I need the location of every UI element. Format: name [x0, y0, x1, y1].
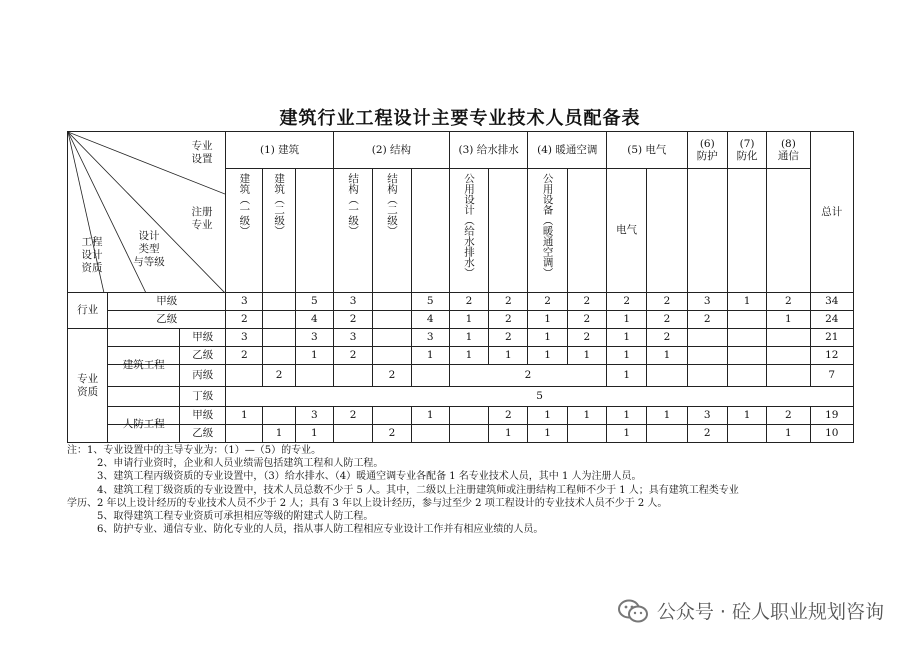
group-architecture: (1) 建筑: [226, 132, 334, 169]
value-cell: [263, 293, 295, 311]
footnotes: [67, 444, 857, 536]
value-cell: 2: [226, 311, 263, 329]
value-cell: 3: [295, 329, 333, 347]
value-cell: 2: [528, 293, 567, 311]
value-cell: 2: [647, 329, 687, 347]
value-cell: 1: [226, 407, 263, 425]
value-cell: 1: [727, 293, 766, 311]
value-cell: 3: [333, 293, 372, 311]
civil-defense-sub: 甲级 人防工程: [108, 407, 226, 425]
value-cell: 1: [647, 407, 687, 425]
note-line: 注：1、专业设置中的主导专业为：（1）—（5）的专业。: [67, 445, 322, 456]
value-cell: 1: [295, 425, 333, 443]
group-communication: (8) 通信: [767, 132, 810, 169]
value-cell: [333, 365, 372, 387]
value-cell: 1: [449, 311, 488, 329]
value-cell: 1: [263, 425, 295, 443]
watermark-text: 公众号 · 砼人职业规划咨询: [656, 601, 884, 623]
corner-label-registration: 注册 专业: [191, 206, 213, 232]
value-cell: 1: [767, 425, 810, 443]
value-cell: 2: [489, 329, 528, 347]
reg-empty: [567, 169, 606, 293]
value-cell: [449, 425, 488, 443]
value-cell: 2: [226, 347, 263, 365]
group-water: (3) 给水排水: [449, 132, 528, 169]
value-cell: 1: [567, 347, 606, 365]
grade-label: 乙级: [108, 311, 226, 329]
building-sub: 甲级: [108, 329, 226, 347]
value-cell: [727, 329, 766, 347]
value-cell: [333, 425, 372, 443]
value-cell: 1: [607, 425, 647, 443]
group-chemical: (7) 防化: [727, 132, 766, 169]
value-cell: 3: [687, 293, 727, 311]
value-cell: 2: [489, 293, 528, 311]
reg-empty: [489, 169, 528, 293]
value-cell: [727, 425, 766, 443]
value-cell: 5: [411, 293, 449, 311]
value-cell: 2: [333, 407, 372, 425]
value-cell: [647, 365, 687, 387]
value-cell: 2: [489, 311, 528, 329]
value-cell: [727, 311, 766, 329]
reg-structure-2: 结构（二级）: [373, 169, 411, 293]
reg-empty: [411, 169, 449, 293]
value-cell: [226, 365, 263, 387]
value-cell: 3: [687, 407, 727, 425]
value-cell: 2: [449, 293, 488, 311]
total-cell: 19: [810, 407, 853, 425]
total-cell: 12: [810, 347, 853, 365]
value-cell: 2: [567, 293, 606, 311]
total-cell: 24: [810, 311, 853, 329]
label-building-engineering: 建筑工程: [122, 358, 165, 371]
value-cell: 2: [373, 365, 411, 387]
value-cell: [411, 365, 449, 387]
value-cell: 3: [411, 329, 449, 347]
value-cell: 2: [647, 311, 687, 329]
value-cell: 1: [607, 347, 647, 365]
corner-label-specialty: 专业 设置: [191, 140, 213, 166]
note-line: 3、建筑工程丙级资质的专业设置中，（3）给水排水、（4）暖通空调专业各配备 1 名专业技术人员，其中 1 人为注册人员。: [97, 471, 642, 483]
grade-label: 甲级: [108, 293, 226, 311]
building-sub: 丙级: [108, 365, 226, 387]
reg-water: 公用设计（给水排水）: [449, 169, 488, 293]
value-cell: [373, 407, 411, 425]
building-sub: 乙级 建筑工程: [108, 347, 226, 365]
group-structure: (2) 结构: [333, 132, 449, 169]
total-cell: 10: [810, 425, 853, 443]
reg-architect-2: 建筑（二级）: [263, 169, 295, 293]
corner-label-design-type: 设计 类型 与等级: [133, 230, 165, 269]
value-cell: [373, 293, 411, 311]
value-cell: 1: [411, 407, 449, 425]
note-line: 学历、2 年以上设计经历的专业技术人员不少于 2 人；具有 3 年以上设计经历，参与过至少 2 项工程设计的专业技术人员不少于 2 人。: [67, 497, 668, 509]
value-cell: 1: [767, 311, 810, 329]
value-cell: [295, 365, 333, 387]
watermark: [617, 597, 884, 624]
header-corner: [68, 132, 226, 293]
value-cell: [567, 425, 606, 443]
row-specialty: 专业 资质: [68, 329, 108, 443]
value-cell: [263, 329, 295, 347]
reg-empty: [647, 169, 687, 293]
value-cell: 4: [411, 311, 449, 329]
value-cell: [263, 311, 295, 329]
value-cell: 2: [647, 293, 687, 311]
value-cell: [373, 311, 411, 329]
group-protection: (6) 防护: [687, 132, 727, 169]
value-cell: 2: [687, 425, 727, 443]
value-cell: 1: [449, 347, 488, 365]
value-cell: 1: [607, 329, 647, 347]
label-civil-defense: 人防工程: [122, 417, 165, 430]
value-cell: 1: [489, 425, 528, 443]
total-cell: 7: [810, 365, 853, 387]
value-cell: 2: [567, 311, 606, 329]
value-cell: 1: [449, 329, 488, 347]
value-cell: [373, 329, 411, 347]
note-line: 6、防护专业、通信专业、防化专业的人员，指从事人防工程相应专业设计工作并有相应业绩的人员。: [97, 524, 544, 536]
value-cell-merged: 2: [449, 365, 606, 387]
row-industry: 行业: [68, 293, 108, 329]
value-cell: [449, 407, 488, 425]
value-cell: [767, 347, 810, 365]
value-cell: 1: [727, 407, 766, 425]
reg-hvac: 公用设备（暖通空调）: [528, 169, 567, 293]
value-cell: [226, 425, 263, 443]
value-cell: 5: [295, 293, 333, 311]
value-cell: [727, 347, 766, 365]
page-title: 建筑行业工程设计主要专业技术人员配备表: [279, 108, 641, 129]
value-cell: [647, 425, 687, 443]
reg-empty: [767, 169, 810, 293]
group-electrical: (5) 电气: [607, 132, 688, 169]
value-cell-merged: 5: [226, 387, 854, 407]
value-cell: 2: [607, 293, 647, 311]
reg-structure-1: 结构（一级）: [333, 169, 372, 293]
note-line: 2、申请行业资时，企业和人员业绩需包括建筑工程和人防工程。: [97, 458, 384, 470]
value-cell: 2: [687, 311, 727, 329]
value-cell: 1: [607, 311, 647, 329]
value-cell: 1: [567, 407, 606, 425]
value-cell: 4: [295, 311, 333, 329]
value-cell: 1: [489, 347, 528, 365]
value-cell: 1: [528, 329, 567, 347]
reg-electrical: 电气: [607, 169, 647, 293]
value-cell: [263, 407, 295, 425]
note-line: 5、取得建筑工程专业资质可承担相应等级的附建式人防工程。: [97, 511, 374, 523]
value-cell: 2: [373, 425, 411, 443]
value-cell: 2: [263, 365, 295, 387]
group-hvac: (4) 暖通空调: [528, 132, 607, 169]
total-cell: 21: [810, 329, 853, 347]
value-cell: [263, 347, 295, 365]
reg-empty: [295, 169, 333, 293]
note-line: 4、建筑工程丁级资质的专业设置中，技术人员总数不少于 5 人。其中，二级以上注册建筑师或注册结构工程师不少于 1 人；具有建筑工程类专业: [97, 484, 739, 496]
value-cell: [687, 365, 727, 387]
value-cell: 1: [607, 407, 647, 425]
reg-empty: [687, 169, 727, 293]
value-cell: 1: [607, 365, 647, 387]
value-cell: 1: [647, 347, 687, 365]
value-cell: 2: [333, 311, 372, 329]
staffing-table: [67, 131, 854, 443]
value-cell: 2: [333, 347, 372, 365]
value-cell: 3: [333, 329, 372, 347]
building-sub: 丁级: [108, 387, 226, 407]
value-cell: 3: [226, 293, 263, 311]
value-cell: [767, 329, 810, 347]
value-cell: [373, 347, 411, 365]
value-cell: 1: [295, 347, 333, 365]
value-cell: [411, 425, 449, 443]
value-cell: 3: [226, 329, 263, 347]
total-cell: 34: [810, 293, 853, 311]
value-cell: 2: [567, 329, 606, 347]
value-cell: 1: [528, 311, 567, 329]
value-cell: 1: [528, 407, 567, 425]
value-cell: 1: [528, 425, 567, 443]
corner-label-qualification: 工程 设计 资质: [81, 236, 103, 275]
value-cell: 3: [295, 407, 333, 425]
value-cell: [767, 365, 810, 387]
reg-empty: [727, 169, 766, 293]
reg-architect-1: 建筑（一级）: [226, 169, 263, 293]
value-cell: [727, 365, 766, 387]
value-cell: 2: [767, 407, 810, 425]
civil-defense-sub: 乙级: [108, 425, 226, 443]
total-header: 总计: [810, 132, 853, 293]
value-cell: 1: [411, 347, 449, 365]
value-cell: 2: [767, 293, 810, 311]
value-cell: [687, 347, 727, 365]
value-cell: 1: [528, 347, 567, 365]
value-cell: 2: [489, 407, 528, 425]
wechat-icon: [617, 598, 649, 624]
value-cell: [687, 329, 727, 347]
